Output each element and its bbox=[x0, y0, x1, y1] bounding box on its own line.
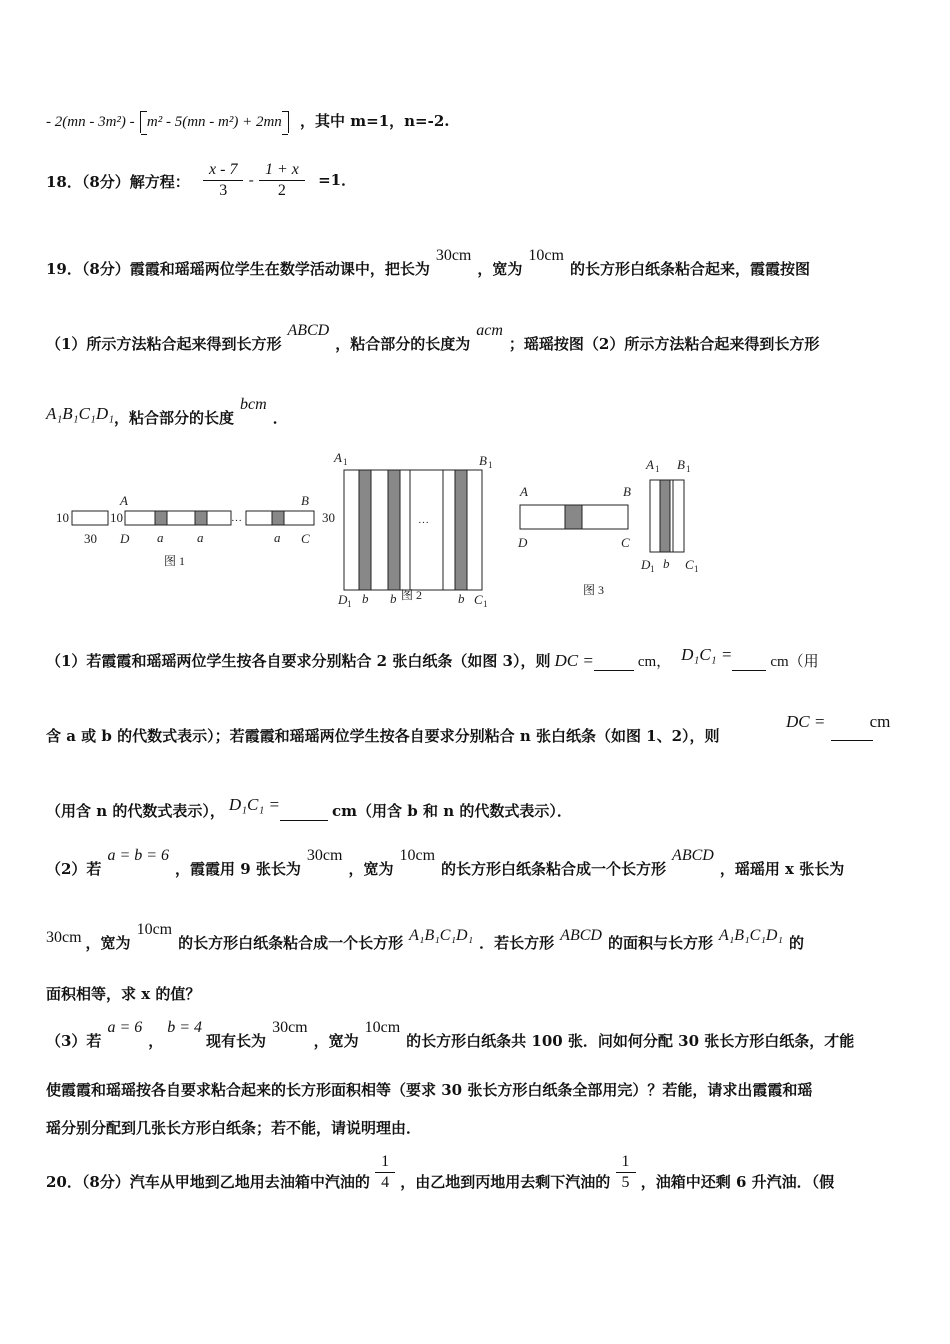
p3-b4: b = 4 bbox=[167, 1019, 203, 1036]
q19-bcm: bcm bbox=[240, 396, 267, 413]
fig2-label-C1: C bbox=[474, 592, 483, 607]
fig1-label-a: a bbox=[197, 530, 204, 545]
p2-length-2: 30cm bbox=[46, 929, 82, 946]
p3-text: 使霞霞和瑶瑶按各自要求粘合起来的长方形面积相等（要求 30 张长方形白纸条全部用完）？若能，请求出霞霞和瑶 bbox=[46, 1081, 813, 1099]
q20-frac1-num: 1 bbox=[375, 1152, 395, 1173]
q19-length: 30cm bbox=[435, 247, 472, 264]
q19-abcd: ABCD bbox=[287, 322, 330, 339]
question-18 bbox=[46, 160, 356, 201]
fig3-subscript: 1 bbox=[686, 464, 691, 474]
p1-blank-1[interactable] bbox=[594, 656, 634, 671]
q19-text: ，粘合部分的长度 bbox=[114, 409, 235, 427]
p3-text: 现有长为 bbox=[206, 1032, 267, 1050]
p3-line-2 bbox=[46, 1079, 812, 1100]
q19-text: 的长方形白纸条粘合起来，霞霞按图 bbox=[569, 260, 810, 278]
q20-frac1-den: 4 bbox=[381, 1174, 390, 1191]
fig3-label-C: C bbox=[621, 535, 630, 550]
p2-line-1 bbox=[46, 847, 845, 879]
p1-text: （1）若霞霞和瑶瑶两位学生按各自要求分别粘合 2 张白纸条（如图 3），则 bbox=[46, 652, 551, 670]
fig3-label-C1: C bbox=[685, 557, 694, 572]
p1-text: cm（用含 b 和 n 的代数式表示）． bbox=[332, 802, 572, 820]
p1-cm: cm bbox=[869, 712, 891, 731]
p2-text: ，宽为 bbox=[85, 934, 131, 952]
fig2-subscript: 1 bbox=[483, 599, 488, 608]
p2-abcd-2: ABCD bbox=[560, 927, 602, 944]
q18-frac1-num: x - 7 bbox=[203, 160, 243, 181]
fig3-label-b: b bbox=[663, 556, 670, 571]
q19-text: ；瑶瑶按图（2）所示方法粘合起来得到长方形 bbox=[508, 335, 820, 353]
p1-line-2 bbox=[46, 725, 720, 746]
p3-text: 瑶分别分配到几张长方形白纸条；若不能，请说明理由． bbox=[46, 1119, 422, 1137]
p1-blank-3[interactable] bbox=[831, 726, 873, 741]
fig1-dots: ··· bbox=[231, 515, 242, 527]
q20-text: ，由乙地到丙地用去剩下汽油的 bbox=[400, 1172, 611, 1191]
p2-text: 的面积与长方形 bbox=[607, 934, 713, 952]
p1-line-3 bbox=[46, 795, 572, 821]
q18-frac2-num: 1 + x bbox=[259, 160, 305, 181]
p1-blank-4[interactable] bbox=[280, 806, 328, 821]
p2-text: 面积相等，求 x 的值？ bbox=[46, 985, 201, 1003]
p2-line-3 bbox=[46, 983, 200, 1004]
p3-text: 的长方形白纸条共 100 张．问如何分配 30 张长方形白纸条，才能 bbox=[406, 1032, 855, 1050]
q18-frac1-den: 3 bbox=[219, 182, 228, 199]
fig1-label-B: B bbox=[301, 493, 309, 508]
fig3-subscript: 1 bbox=[694, 564, 699, 574]
q20-frac2-den: 5 bbox=[621, 1174, 630, 1191]
p3-text: ， bbox=[148, 1032, 164, 1050]
p1-d1c1-2: D₁C₁ = bbox=[228, 795, 281, 814]
p1-text: （用含 n 的代数式表示）， bbox=[46, 802, 225, 820]
q19-text: 19．（8分）霞霞和瑶瑶两位学生在数学活动课中，把长为 bbox=[46, 260, 430, 278]
p1-cm: cm， bbox=[637, 654, 672, 670]
p1-dc: DC = bbox=[554, 651, 594, 670]
fig3-subscript: 1 bbox=[650, 564, 655, 574]
p3-a6: a = 6 bbox=[107, 1019, 143, 1036]
q19-line-2 bbox=[46, 322, 820, 354]
p2-text: ，宽为 bbox=[348, 860, 394, 878]
p1-cm: cm（用 bbox=[770, 654, 819, 670]
p3-width: 10cm bbox=[364, 1019, 401, 1036]
fig1-label-a: a bbox=[157, 530, 164, 545]
p1-text: 含 a 或 b 的代数式表示）；若霞霞和瑶瑶两位学生按各自要求分别粘合 n 张白纸条（如图 1、2），则 bbox=[46, 727, 720, 745]
p3-length: 30cm bbox=[272, 1019, 308, 1036]
fig3-label-A1: A bbox=[646, 457, 654, 472]
q19-text: （1）所示方法粘合起来得到长方形 bbox=[46, 335, 282, 353]
p2-a1b1c1d1-2: A₁B₁C₁D₁ bbox=[718, 927, 783, 944]
fig2-label-b: b bbox=[362, 591, 369, 606]
figure-2 bbox=[322, 450, 493, 608]
q19-text: ，粘合部分的长度为 bbox=[335, 335, 471, 353]
q19-acm: acm bbox=[476, 322, 503, 339]
fig1-label-10b: 10 bbox=[110, 510, 123, 525]
fig2-label-b: b bbox=[390, 591, 397, 606]
q20-text: 20．（8分）汽车从甲地到乙地用去油箱中汽油的 bbox=[46, 1172, 370, 1191]
q19-a1b1c1d1: A₁B₁C₁D₁ bbox=[46, 404, 115, 423]
p2-length: 30cm bbox=[306, 847, 343, 864]
figure-1 bbox=[56, 493, 314, 568]
q18-label: 18．（8分）解方程： bbox=[46, 172, 190, 191]
p1-line-1 bbox=[46, 645, 819, 671]
fig1-label-a: a bbox=[274, 530, 281, 545]
p2-width-2: 10cm bbox=[136, 921, 173, 938]
q18-minus: - bbox=[248, 172, 254, 189]
fig2-caption: 图 2 bbox=[401, 588, 423, 602]
p3-line-1 bbox=[46, 1019, 855, 1051]
fig2-dots: ··· bbox=[418, 517, 429, 529]
figure-3 bbox=[517, 457, 699, 597]
p2-line-2 bbox=[46, 921, 805, 953]
p2-text: 的长方形白纸条粘合成一个长方形 bbox=[441, 860, 667, 878]
q19-text: ． bbox=[272, 409, 288, 427]
q19-text: ，宽为 bbox=[477, 260, 523, 278]
p2-width: 10cm bbox=[399, 847, 436, 864]
fig2-subscript: 1 bbox=[343, 457, 348, 467]
p2-text: （2）若 bbox=[46, 860, 102, 878]
fig3-label-A: A bbox=[520, 484, 528, 499]
p2-text: ，瑶瑶用 x 张长为 bbox=[719, 860, 845, 878]
expression-bracket: m² - 5(mn - m²) + 2mn bbox=[140, 111, 289, 133]
fig3-label-B: B bbox=[623, 484, 631, 499]
p2-text: 的 bbox=[789, 934, 805, 952]
p3-text: （3）若 bbox=[46, 1032, 102, 1050]
p2-text: ，霞霞用 9 张长为 bbox=[175, 860, 301, 878]
fig2-label-D1: D bbox=[338, 592, 348, 607]
fig2-label-b: b bbox=[458, 591, 465, 606]
fig3-label-B1: B bbox=[677, 457, 685, 472]
fig3-subscript: 1 bbox=[655, 464, 660, 474]
fig1-label-D: D bbox=[120, 531, 130, 546]
fig1-caption: 图 1 bbox=[164, 554, 186, 568]
expression-left: - 2(mn - 3m²) - bbox=[46, 114, 135, 130]
p2-abcd: ABCD bbox=[672, 847, 714, 864]
figures bbox=[0, 448, 950, 608]
q20-fraction-1 bbox=[375, 1152, 395, 1193]
p2-text: 的长方形白纸条粘合成一个长方形 bbox=[178, 934, 404, 952]
q20-frac2-num: 1 bbox=[616, 1152, 636, 1173]
question-20 bbox=[46, 1152, 834, 1193]
fig2-subscript: 1 bbox=[488, 460, 493, 470]
p1-dc2: DC = bbox=[786, 712, 826, 731]
q18-rhs: =1． bbox=[318, 170, 357, 189]
fig2-label-A1: A bbox=[334, 450, 342, 465]
expression-condition: ，其中 m=1，n=-2. bbox=[300, 112, 450, 130]
p2-ab6: a = b = 6 bbox=[107, 847, 170, 864]
q18-fraction-1 bbox=[203, 160, 243, 201]
expression-line bbox=[46, 110, 450, 133]
p1-blank-2[interactable] bbox=[732, 656, 766, 671]
fig2-label-30: 30 bbox=[322, 510, 335, 525]
q20-fraction-2 bbox=[616, 1152, 636, 1193]
fig1-label-10: 10 bbox=[56, 510, 69, 525]
fig3-label-D: D bbox=[518, 535, 528, 550]
p3-text: ，宽为 bbox=[313, 1032, 359, 1050]
fig1-label-30: 30 bbox=[84, 531, 97, 546]
q20-text: ，油箱中还剩 6 升汽油．（假 bbox=[640, 1172, 835, 1191]
fig2-label-B1: B bbox=[479, 453, 487, 468]
q19-line-3 bbox=[46, 396, 288, 428]
q18-fraction-2 bbox=[259, 160, 305, 201]
p2-text: ．若长方形 bbox=[479, 934, 555, 952]
q18-frac2-den: 2 bbox=[277, 182, 286, 199]
fig1-label-C: C bbox=[301, 531, 310, 546]
q19-line-1 bbox=[46, 247, 810, 279]
fig2-subscript: 1 bbox=[347, 599, 352, 608]
fig3-caption: 图 3 bbox=[583, 583, 605, 597]
q19-width: 10cm bbox=[528, 247, 564, 264]
fig1-label-A: A bbox=[120, 493, 128, 508]
p1-d1c1: D₁C₁ = bbox=[681, 645, 733, 664]
p3-line-3 bbox=[46, 1117, 421, 1138]
fig3-label-D1: D bbox=[641, 557, 651, 572]
p2-a1b1c1d1: A₁B₁C₁D₁ bbox=[409, 927, 474, 944]
